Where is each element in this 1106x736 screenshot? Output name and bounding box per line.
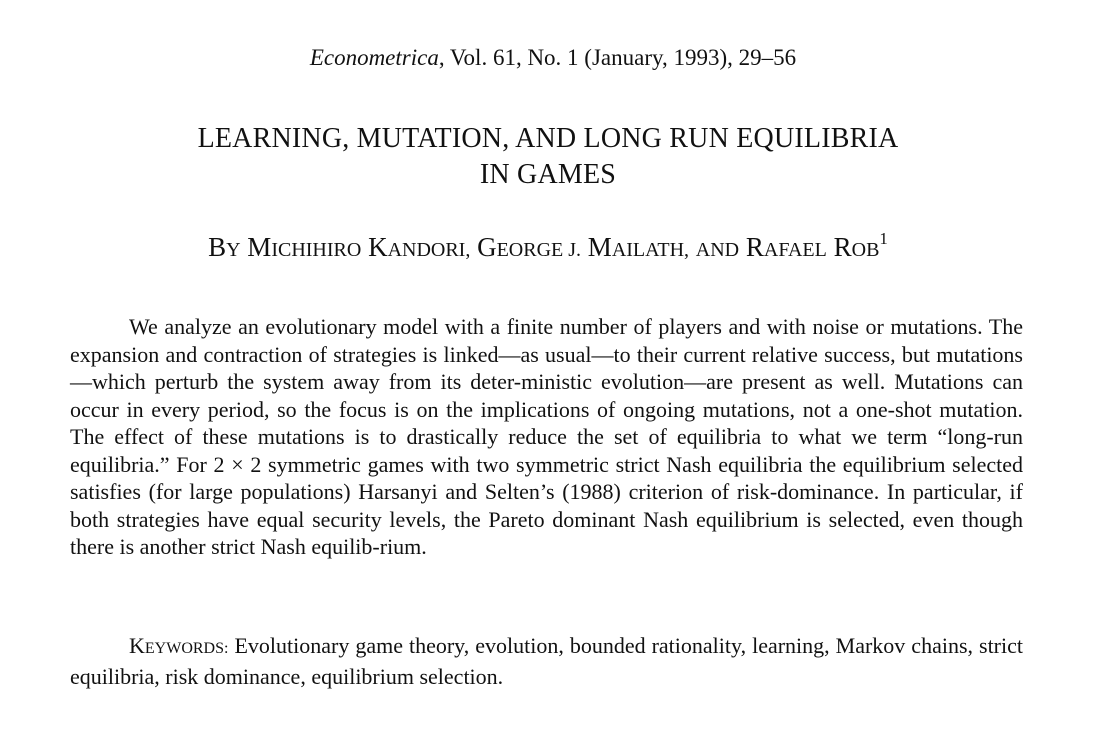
author2-last-rest: AILATH, — [611, 239, 690, 261]
journal-name: Econometrica — [309, 45, 439, 70]
author1-last-initial: K — [368, 232, 388, 262]
author2-last-initial: M — [587, 232, 612, 262]
author1-first-initial: M — [247, 232, 272, 262]
author-byline — [0, 230, 1096, 267]
journal-citation — [0, 44, 1106, 72]
author1-last-rest: ANDORI, — [387, 239, 471, 261]
paper-title — [0, 121, 1096, 193]
keywords-label — [129, 633, 228, 658]
keywords-label-initial: K — [129, 633, 145, 658]
author3-last-initial: R — [833, 232, 852, 262]
by-initial: B — [208, 232, 227, 262]
and-word: AND — [695, 239, 740, 261]
author3-first-initial: R — [745, 232, 764, 262]
title-line-2: IN GAMES — [479, 159, 617, 190]
footnote-marker: 1 — [879, 229, 888, 248]
author2-first-rest: EORGE J. — [496, 239, 582, 261]
abstract-paragraph: We analyze an evolutionary model with a finite number of players and with noise or mutations. The expansion and contraction of strategies is linked—as usual—to their current relative success, but mutations—which perturb the system away from its deter-ministic evolution—are present as well. Mutations can occur in every period, so the focus is on the implications of ongoing mutations, not a one-shot mutation. The effect of these mutations is to drastically reduce the set of equilibria to what we term “long-run equilibria.” For 2 × 2 symmetric games with two symmetric strict Nash equilibria the equilibrium selected satisfies (for large populations) Harsanyi and Selten’s (1988) criterion of risk-dominance. In particular, if both strategies have equal security levels, the Pareto dominant Nash equilibrium is selected, even though there is another strict Nash equilib-rium. — [70, 314, 1023, 559]
by-rest: Y — [226, 239, 241, 261]
author2-first-initial: G — [477, 232, 497, 262]
keywords-label-rest: EYWORDS: — [144, 640, 229, 657]
keywords-text: Evolutionary game theory, evolution, bounded rationality, learning, Markov chains, strict equilibria, risk dominance, equilibrium selection. — [70, 633, 1023, 689]
author3-first-rest: AFAEL — [763, 239, 827, 261]
author1-first-rest: ICHIHIRO — [271, 239, 362, 261]
keywords-paragraph — [70, 632, 1023, 690]
citation-details: , Vol. 61, No. 1 (January, 1993), 29–56 — [438, 45, 797, 70]
author3-last-rest: OB — [851, 239, 880, 261]
title-line-1: LEARNING, MUTATION, AND LONG RUN EQUILIBRIA — [197, 123, 899, 154]
